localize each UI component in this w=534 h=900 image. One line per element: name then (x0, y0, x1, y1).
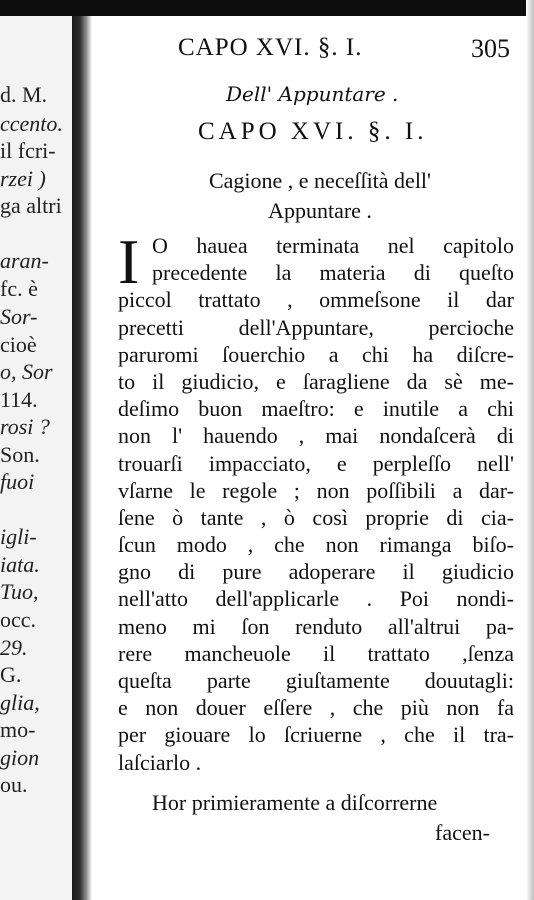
facing-line: mo- (0, 717, 36, 742)
text-line: gno di pure adoperare il giudicio (118, 559, 514, 585)
catchword: facen- (435, 820, 490, 845)
facing-line: ccento. (0, 111, 63, 136)
drop-cap: I (118, 226, 140, 297)
facing-line: Tuo, (0, 579, 39, 604)
facing-line: Sor- (0, 304, 38, 329)
scan-right-edge (526, 0, 534, 900)
section-label: Dell' Appuntare . (226, 82, 399, 106)
text-line: ſcun modo , che non rimanga biſo- (118, 532, 514, 558)
facing-line: o, Sor (0, 359, 53, 384)
text-line: ſene ò tante , ò così proprie di cia- (118, 504, 514, 530)
facing-line: Son. (0, 442, 40, 467)
book-gutter (72, 0, 92, 900)
text-line: deſimo buon maeſtro: e inutile a chi (118, 396, 514, 422)
text-line: meno mi ſon renduto all'altrui pa- (118, 613, 514, 639)
text-line: non l' hauendo , mai nondaſcerà di (118, 423, 514, 449)
facing-line: gion (0, 745, 40, 770)
facing-line: fuoi (0, 469, 35, 494)
text-line: piccol trattato , ommeſsone il dar (118, 287, 514, 313)
facing-line: occ. (0, 607, 37, 632)
text-line: vſarne le regole ; non poſſibili a dar- (118, 477, 514, 503)
scan-top-edge (0, 0, 534, 16)
text-line: nell'atto dell'applicarle . Poi nondi- (118, 586, 514, 612)
facing-line: 29. (0, 635, 28, 660)
page-number: 305 (471, 34, 510, 63)
text-line: paruromi ſouerchio a chi ha diſcre- (118, 341, 514, 367)
text-line: to il giudicio, e ſaragliene da sè me- (118, 368, 514, 394)
facing-line: glia, (0, 690, 40, 715)
facing-line: 114. (0, 387, 38, 412)
text-line: queſta parte giuſtamente douutagli: (118, 668, 514, 693)
chapter-title: CAPO XVI. §. I. (198, 118, 428, 145)
facing-line: aran- (0, 248, 49, 273)
paragraph-start: Hor primieramente a diſcorrerne (152, 790, 438, 815)
text-line: precedente la materia di queſto (152, 260, 514, 286)
text-line: precetti dell'Appuntare, percioche (118, 314, 514, 340)
text-line: per giouare lo ſcriuerne , che il tra- (118, 722, 514, 748)
text-line: laſciarlo . (118, 749, 202, 775)
facing-line: rzei ) (0, 166, 46, 191)
text-line: O hauea terminata nel capitolo (152, 233, 514, 258)
facing-line: fc. è (0, 276, 38, 301)
text-line: trouarſi impacciato, e perpleſſo nell' (118, 450, 514, 476)
text-line: rere mancheuole il trattato ,ſenza (118, 640, 514, 666)
facing-line: G. (0, 662, 22, 687)
facing-line: il fcri- (0, 138, 56, 163)
facing-line: d. M. (0, 82, 48, 107)
facing-line: ou. (0, 772, 28, 797)
section-heading (170, 166, 470, 226)
facing-line: ga altri (0, 193, 62, 218)
facing-line: igli- (0, 524, 37, 549)
text-line: e non douer eſſere , che più non fa (118, 695, 514, 721)
facing-line: iata. (0, 552, 40, 577)
book-page (108, 26, 518, 886)
heading-line: Appuntare . (268, 198, 372, 223)
body-text (118, 226, 514, 776)
facing-line: cioè (0, 332, 37, 357)
running-head: CAPO XVI. §. I. (178, 34, 363, 61)
heading-line: Cagione , e neceſſità dell' (208, 168, 432, 193)
facing-line: rosi ? (0, 414, 50, 439)
